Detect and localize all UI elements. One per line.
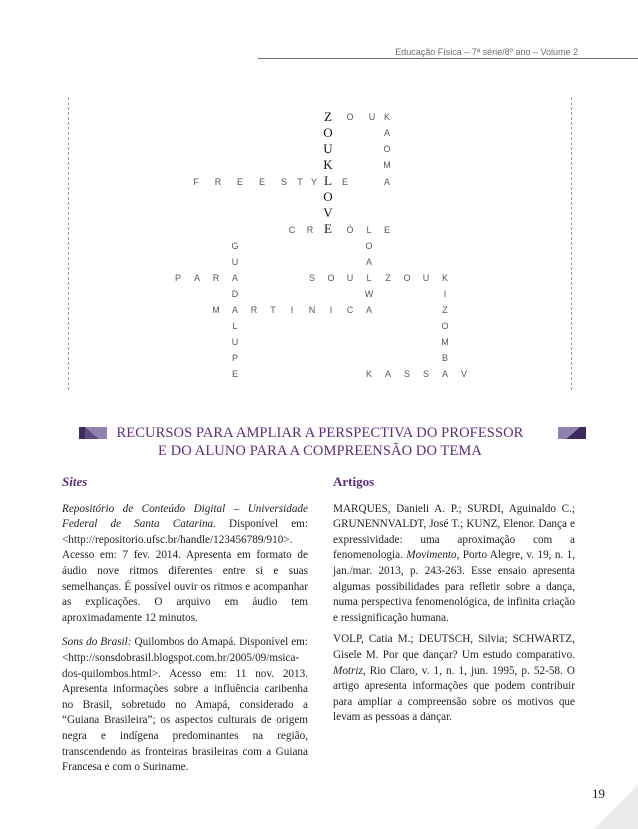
site-entry-text: Disponível em: <http://repositorio.ufsc.br/handle/123456789/910>. Acesso em: 7 fev. 2014. Apresenta em formato de áudio nove ritmos diferentes entre si e suas semelhanças. É possível ouvir os ritmos e acompanhar as explicações. O arquivo em áudio tem aproximadamente 12 minutos.: [62, 518, 308, 624]
crossword-cell: Ó: [346, 225, 354, 235]
crossword-cell: B: [441, 353, 448, 363]
crossword-cell: S: [308, 273, 315, 283]
site-entry-title: Repositório de Conteúdo Digital – Universidade Federal de Santa Catarina.: [62, 502, 308, 531]
site-entry: [62, 502, 308, 627]
crossword-cell: A: [365, 305, 372, 315]
site-entry-text: Quilombos do Amapá. Disponível em: <http://sonsdobrasil.blogspot.com.br/2005/09/msica-dos-quilombos.html>. Acesso em: 11 nov. 2013. Apresenta informações sobre a influência caribenha no Brasil, sobretudo no Amapá, considerado a “Guiana Brasileira”; os aspectos culturais de origem negra e indígena predominantes na região, transcendendo as fronteiras brasileiras com a Guiana Francesa e com o Suriname.: [62, 636, 308, 774]
crossword-cell: O: [323, 189, 333, 204]
crossword-cell: T: [297, 177, 303, 187]
crossword-cell: E: [383, 225, 390, 235]
header-rule: [258, 58, 638, 59]
crossword-cell: A: [231, 305, 238, 315]
crossword-cell: V: [460, 369, 467, 379]
page-number: 19: [592, 786, 605, 801]
crossword-cell: L: [232, 321, 238, 331]
crossword-cell: O: [346, 112, 354, 122]
crossword-cell: R: [250, 305, 258, 315]
crossword-cell: A: [384, 369, 391, 379]
crossword-cell: T: [270, 305, 276, 315]
page-corner-decoration: [594, 785, 638, 829]
crossword-cell: G: [231, 241, 239, 251]
crossword-cell: E: [341, 177, 348, 187]
crossword-cell: K: [441, 273, 448, 283]
crossword-cell: S: [403, 369, 410, 379]
crossword-cell: U: [323, 141, 333, 156]
crossword-cell: S: [280, 177, 287, 187]
crossword-cell: Z: [442, 305, 448, 315]
crossword-cell: A: [383, 128, 390, 138]
crossword-cell: K: [383, 112, 390, 122]
crossword-cell: K: [365, 369, 372, 379]
article-journal: Movimento: [406, 549, 457, 562]
crossword-cell: O: [327, 273, 335, 283]
sites-column: [62, 474, 308, 785]
crossword-cell: R: [212, 273, 220, 283]
crossword-cell: F: [193, 177, 199, 187]
crossword-cell: Y: [310, 177, 317, 187]
crossword-cell: E: [324, 221, 332, 236]
article-citation: MARQUES, Danieli A. P.; SURDI, Aguinaldo C.; GRUNENNVALDT, José T.; KUNZ, Elenor. Dança e expressividade: uma aproximação com a fenomenologia.: [333, 502, 575, 562]
article-citation: VOLP, Catia M.; DEUTSCH, Silvia; SCHWARTZ, Gisele M. Por que dançar? Um estudo comparativo.: [333, 633, 575, 661]
crossword-cell: U: [368, 112, 376, 122]
crossword-cell: U: [346, 273, 354, 283]
crossword-cell: C: [346, 305, 354, 315]
crossword-cell: O: [383, 144, 391, 154]
article-journal: Motriz: [333, 664, 363, 677]
crossword-cell: O: [365, 241, 373, 251]
crossword-cell: L: [366, 273, 372, 283]
crossword-cell: I: [290, 305, 294, 315]
section-title-line-1: RECURSOS PARA AMPLIAR A PERSPECTIVA DO PROFESSOR: [116, 425, 524, 441]
crossword-puzzle: [68, 97, 572, 390]
crossword-cell: Z: [324, 109, 332, 124]
running-header: Educação Física – 7ª série/8º ano – Volume 2: [395, 47, 578, 57]
crossword-cell: A: [383, 177, 390, 187]
crossword-cell: M: [441, 337, 449, 347]
crossword-cell: O: [323, 125, 333, 140]
site-entry: [62, 635, 308, 775]
crossword-cell: M: [212, 305, 220, 315]
crossword-cell: A: [231, 273, 238, 283]
crossword-cell: W: [364, 289, 374, 299]
articles-heading: Artigos: [333, 474, 375, 489]
crossword-cell: U: [231, 337, 239, 347]
crossword-cell: N: [308, 305, 316, 315]
section-title: [70, 424, 570, 460]
crossword-cell: O: [441, 321, 449, 331]
crossword-cell: I: [443, 289, 447, 299]
crossword-cell: D: [231, 289, 239, 299]
crossword-cell: Z: [385, 273, 391, 283]
crossword-cell: V: [323, 205, 333, 220]
crossword-cell: E: [258, 177, 265, 187]
crossword-cell: E: [236, 177, 243, 187]
crossword-cell: P: [231, 353, 238, 363]
crossword-cell: U: [422, 273, 430, 283]
crossword-cell: R: [306, 225, 314, 235]
crossword-cell: R: [214, 177, 222, 187]
crossword-cell: I: [329, 305, 333, 315]
crossword-cell: P: [174, 273, 181, 283]
crossword-cell: K: [323, 157, 333, 172]
crossword-cell: O: [403, 273, 411, 283]
article-entry: [333, 502, 575, 627]
crossword-cell: A: [441, 369, 448, 379]
site-entry-title: Sons do Brasil:: [62, 636, 132, 649]
section-decoration-icon: [558, 427, 586, 439]
crossword-cell: C: [288, 225, 296, 235]
sites-heading: Sites: [62, 474, 88, 489]
article-details: , Rio Claro, v. 1, n. 1, jun. 1995, p. 52-58. O artigo apresenta informações que podem contribuir para ampliar a compreensão sobre os motivos que levam as pessoas a dançar.: [333, 664, 575, 724]
article-entry: [333, 632, 575, 726]
crossword-cell: A: [365, 257, 372, 267]
crossword-cell: E: [231, 369, 238, 379]
crossword-cell: A: [193, 273, 200, 283]
crossword-cell: M: [383, 160, 391, 170]
crossword-cell: L: [366, 225, 372, 235]
section-title-line-2: E DO ALUNO PARA A COMPREENSÃO DO TEMA: [158, 443, 482, 459]
articles-column: [333, 474, 575, 732]
crossword-cell: S: [422, 369, 429, 379]
article-details: , Porto Alegre, v. 19, n. 1, jan./mar. 2013, p. 243-263. Esse ensaio apresenta algumas possibilidades para refletir sobre a dança, numa perspectiva fenomenológica, de infinita criação e ressignificação humana.: [333, 549, 576, 624]
crossword-cell: L: [324, 173, 332, 188]
crossword-cell: U: [231, 257, 239, 267]
